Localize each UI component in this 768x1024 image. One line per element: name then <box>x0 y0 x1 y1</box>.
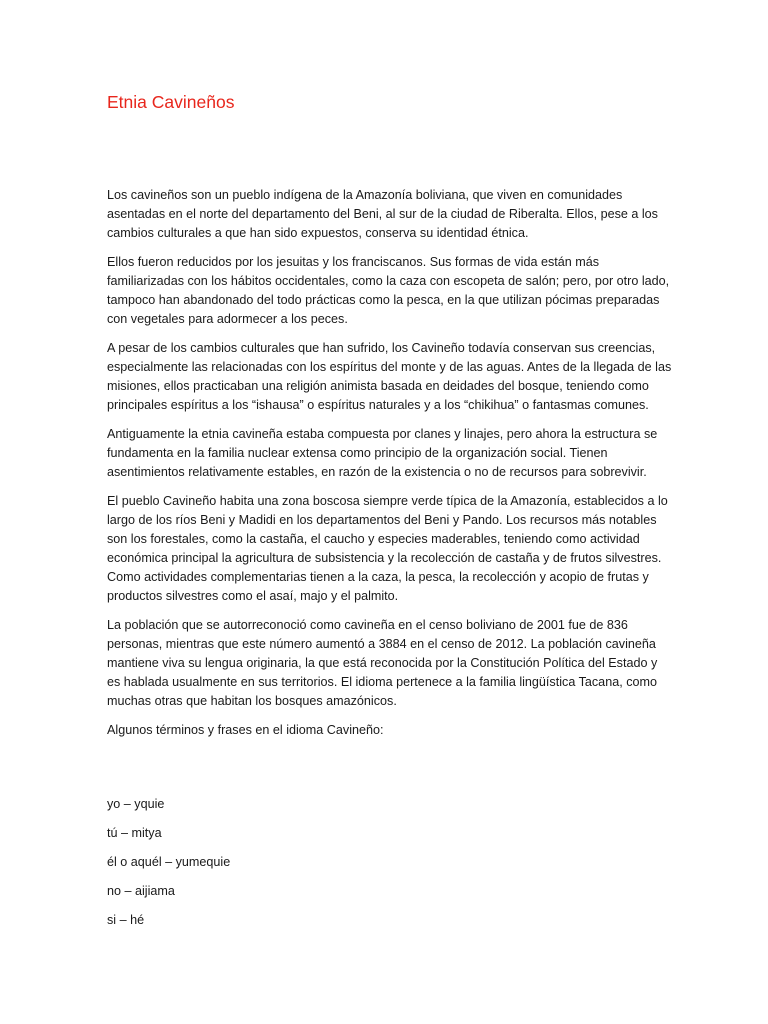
term-item: no – aijiama <box>107 884 175 898</box>
terms-list <box>107 795 507 940</box>
paragraph-history: Ellos fueron reducidos por los jesuitas y los franciscanos. Sus formas de vida están más familiarizadas con los hábitos occidentales, como la caza con escopeta de salón; pero, por otro lado, tampoco han abandonado del todo prácticas como la pesca, en la que utilizan pócimas preparadas con vegetales para adormecer a los peces. <box>107 255 670 326</box>
paragraph-population: La población que se autorreconoció como cavineña en el censo boliviano de 2001 fue de 836 personas, mientras que este número aumentó a 3884 en el censo de 2012. La población cavineña mantiene viva su lengua originaria, la que está reconocida por la Constitución Política del Estado y es hablada usualmente en sus territorios. El idioma pertenece a la familia lingüística Tacana, como muchas otras que habitan los bosques amazónicos. <box>107 618 658 708</box>
document-body <box>107 186 672 750</box>
term-item: tú – mitya <box>107 826 162 840</box>
paragraph-beliefs: A pesar de los cambios culturales que han sufrido, los Cavineño todavía conservan sus creencias, especialmente las relacionadas con los espíritus del monte y de las aguas. Antes de la llegada de las misiones, ellos practicaban una religión animista basada en deidades del bosque, teniendo como principales espíritus a los “ishausa” o espíritus naturales y a los “chikihua” o fantasmas comunes. <box>107 341 672 412</box>
paragraph-habitat: El pueblo Cavineño habita una zona boscosa siempre verde típica de la Amazonía, establecidos a lo largo de los ríos Beni y Madidi en los departamentos del Beni y Pando. Los recursos más notables son los forestales, como la castaña, el caucho y especies maderables, teniendo como actividad económica principal la agricultura de subsistencia y la recolección de castaña y de frutos silvestres. Como actividades complementarias tienen a la caza, la pesca, la recolección y acopio de frutas y productos silvestres como el asaí, majo y el palmito. <box>107 494 668 603</box>
paragraph-intro: Los cavineños son un pueblo indígena de la Amazonía boliviana, que viven en comunidades asentadas en el norte del departamento del Beni, al sur de la ciudad de Riberalta. Ellos, pese a los cambios culturales a que han sido expuestos, conserva su identidad étnica. <box>107 188 658 240</box>
term-item: yo – yquie <box>107 797 165 811</box>
paragraph-organization: Antiguamente la etnia cavineña estaba compuesta por clanes y linajes, pero ahora la estructura se fundamenta en la familia nuclear extensa como principio de la organización social. Tienen asentimientos relativamente estables, en razón de la existencia o no de recursos para sobrevivir. <box>107 427 658 479</box>
document-title: Etnia Cavineños <box>107 92 235 112</box>
paragraph-terms-intro: Algunos términos y frases en el idioma Cavineño: <box>107 723 384 737</box>
term-item: si – hé <box>107 913 145 927</box>
term-item: él o aquél – yumequie <box>107 855 231 869</box>
